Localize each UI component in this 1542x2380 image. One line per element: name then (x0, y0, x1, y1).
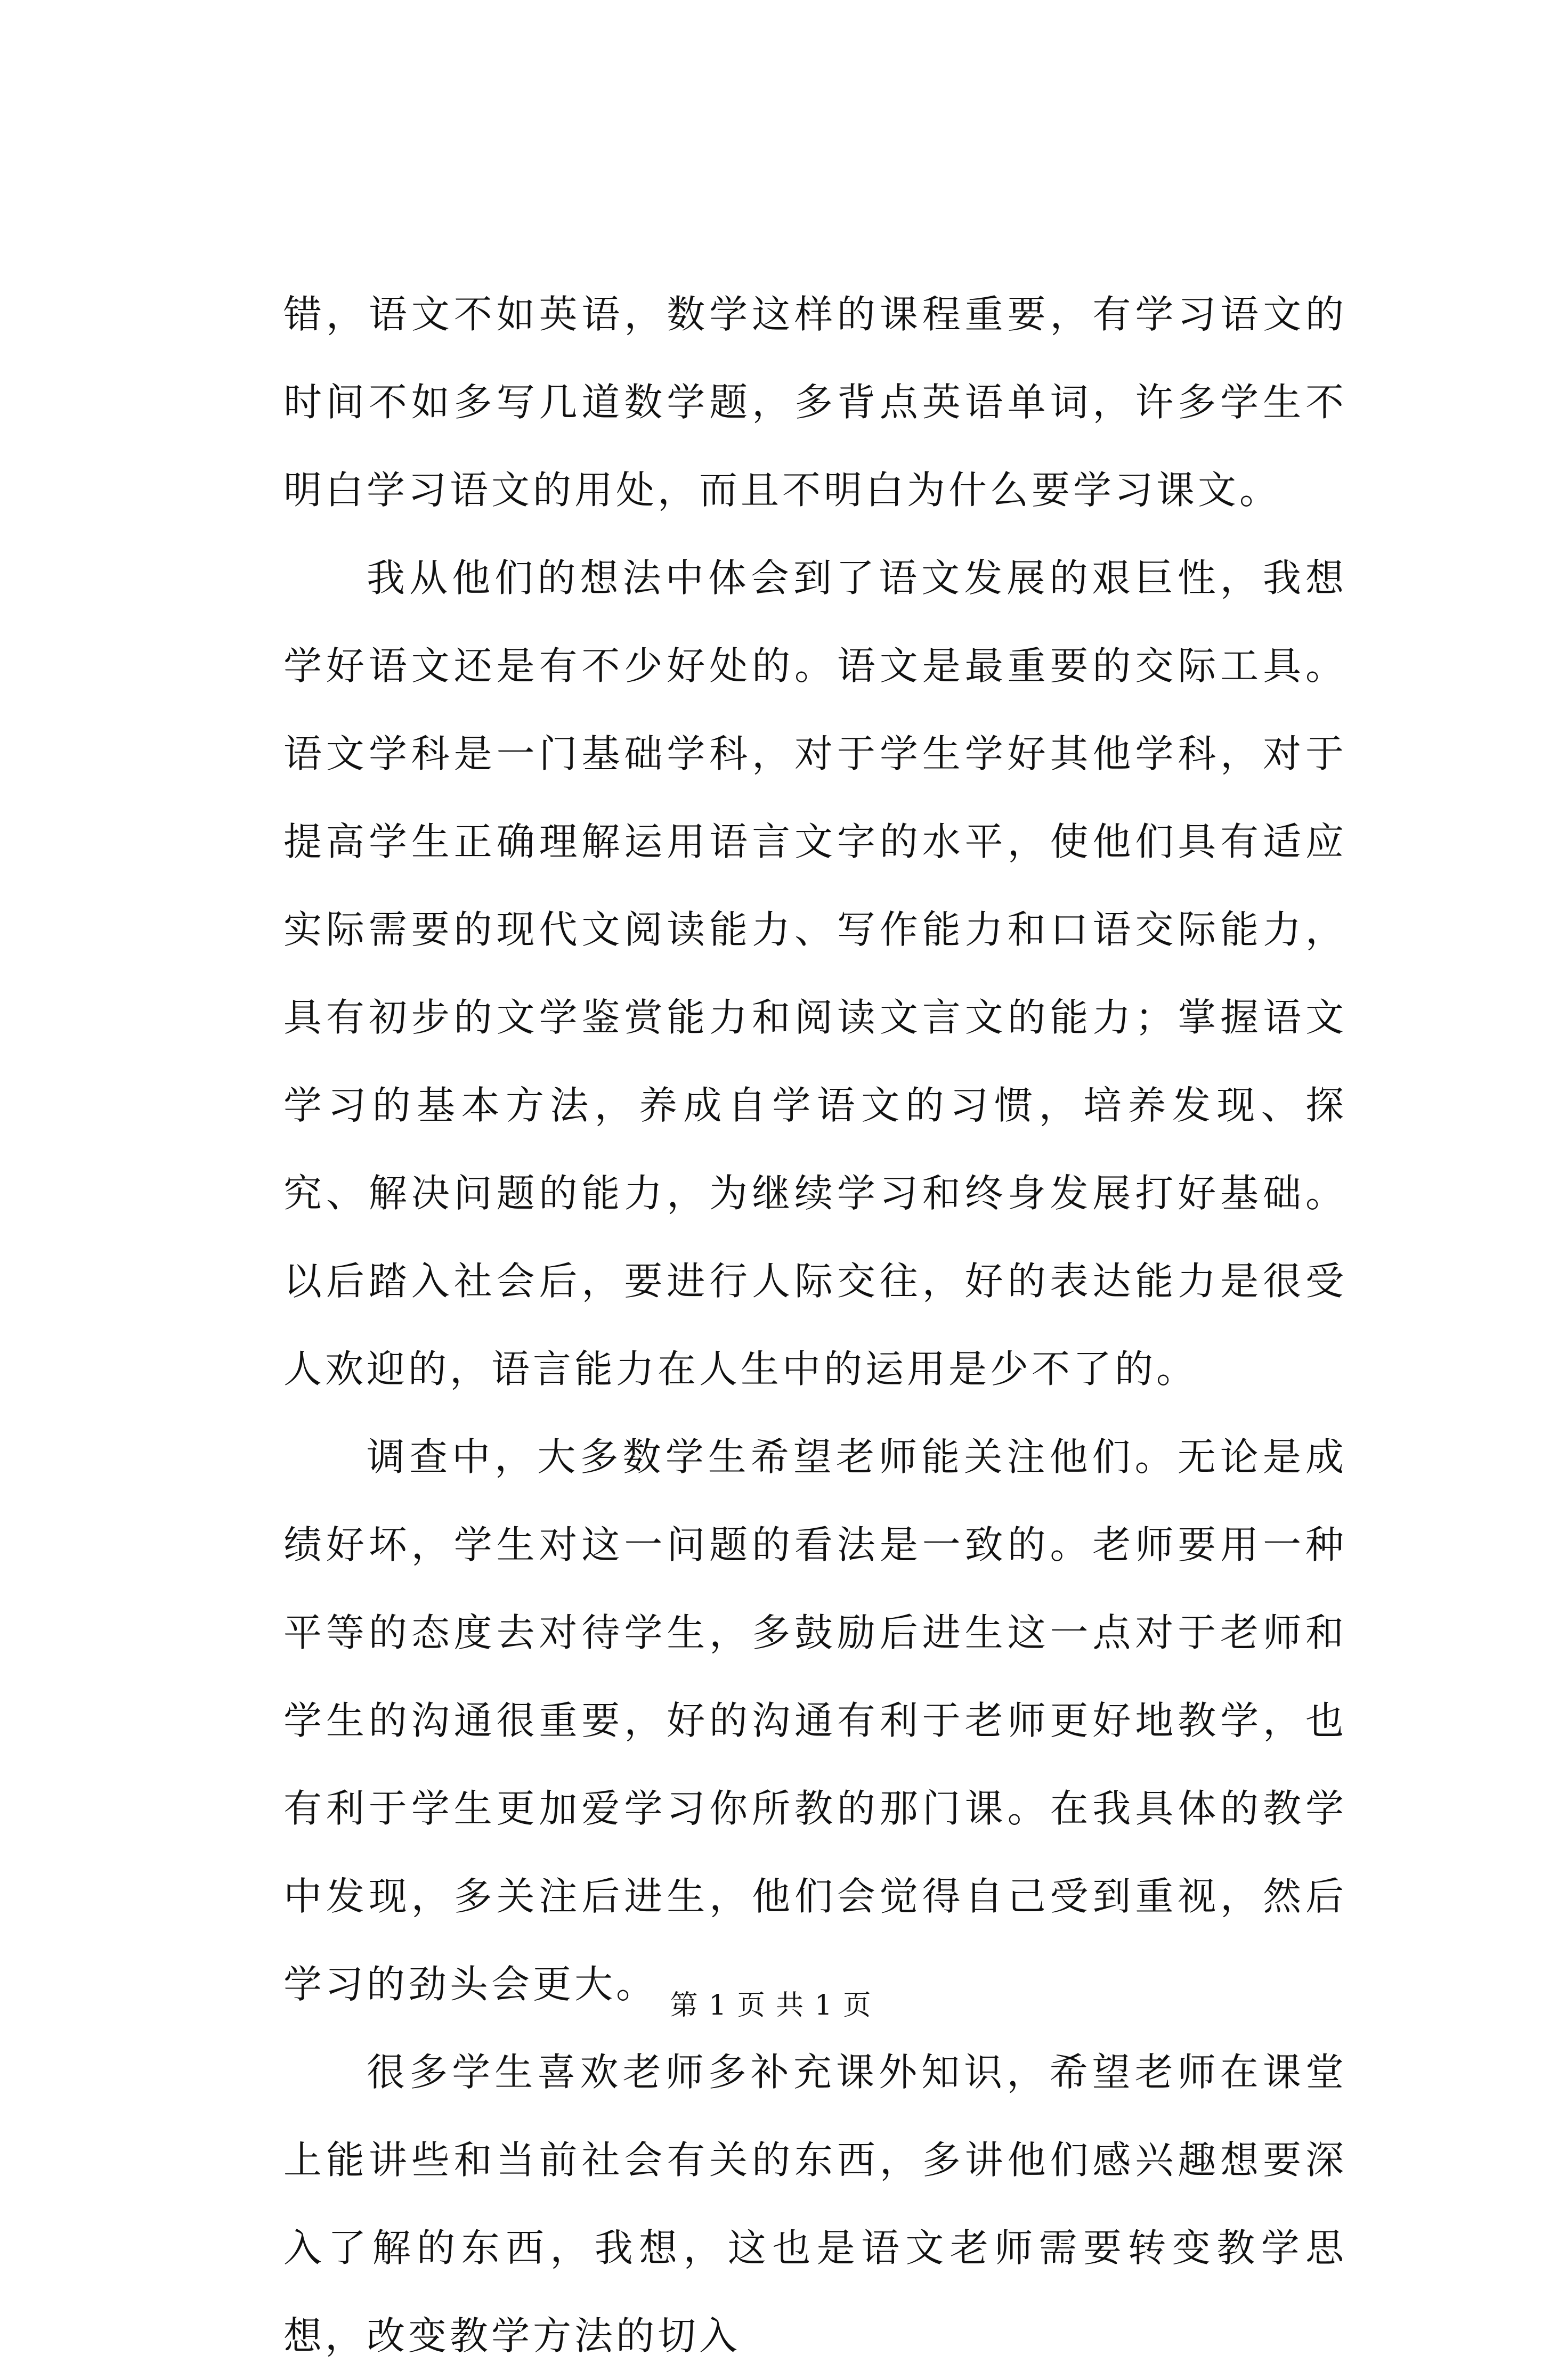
paragraph-3: 调查中，大多数学生希望老师能关注他们。无论是成绩好坏，学生对这一问题的看法是一致的。老师要用一种平等的态度去对待学生，多鼓励后进生这一点对于老师和学生的沟通很重要，好的沟通有利于老师更好地教学，也有利于学生更加爱学习你所教的那门课。在我具体的教学中发现，多关注后进生，他们会觉得自己受到重视，然后学习的劲头会更大。 (283, 1434, 1347, 2007)
paragraph-2: 我从他们的想法中体会到了语文发展的艰巨性，我想学好语文还是有不少好处的。语文是最重要的交际工具。语文学科是一门基础学科，对于学生学好其他学科，对于提高学生正确理解运用语言文字的水平，使他们具有适应实际需要的现代文阅读能力、写作能力和口语交际能力，具有初步的文学鉴赏能力和阅读文言文的能力；掌握语文学习的基本方法，养成自学语文的习惯，培养发现、探究、解决问题的能力，为继续学习和终身发展打好基础。以后踏入社会后，要进行人际交往，好的表达能力是很受人欢迎的，语言能力在人生中的运用是少不了的。 (283, 556, 1347, 1391)
body-text (283, 271, 1347, 2380)
page-number: 第 1 页 共 1 页 (670, 1990, 872, 2022)
paragraph-4: 很多学生喜欢老师多补充课外知识，希望老师在课堂上能讲些和当前社会有关的东西，多讲他们感兴趣想要深入了解的东西，我想，这也是语文老师需要转变教学思想，改变教学方法的切入 (283, 2050, 1347, 2358)
paragraph-1: 错，语文不如英语，数学这样的课程重要，有学习语文的时间不如多写几道数学题，多背点英语单词，许多学生不明白学习语文的用处，而且不明白为什么要学习课文。 (283, 292, 1347, 512)
page-footer (0, 1987, 1542, 2024)
